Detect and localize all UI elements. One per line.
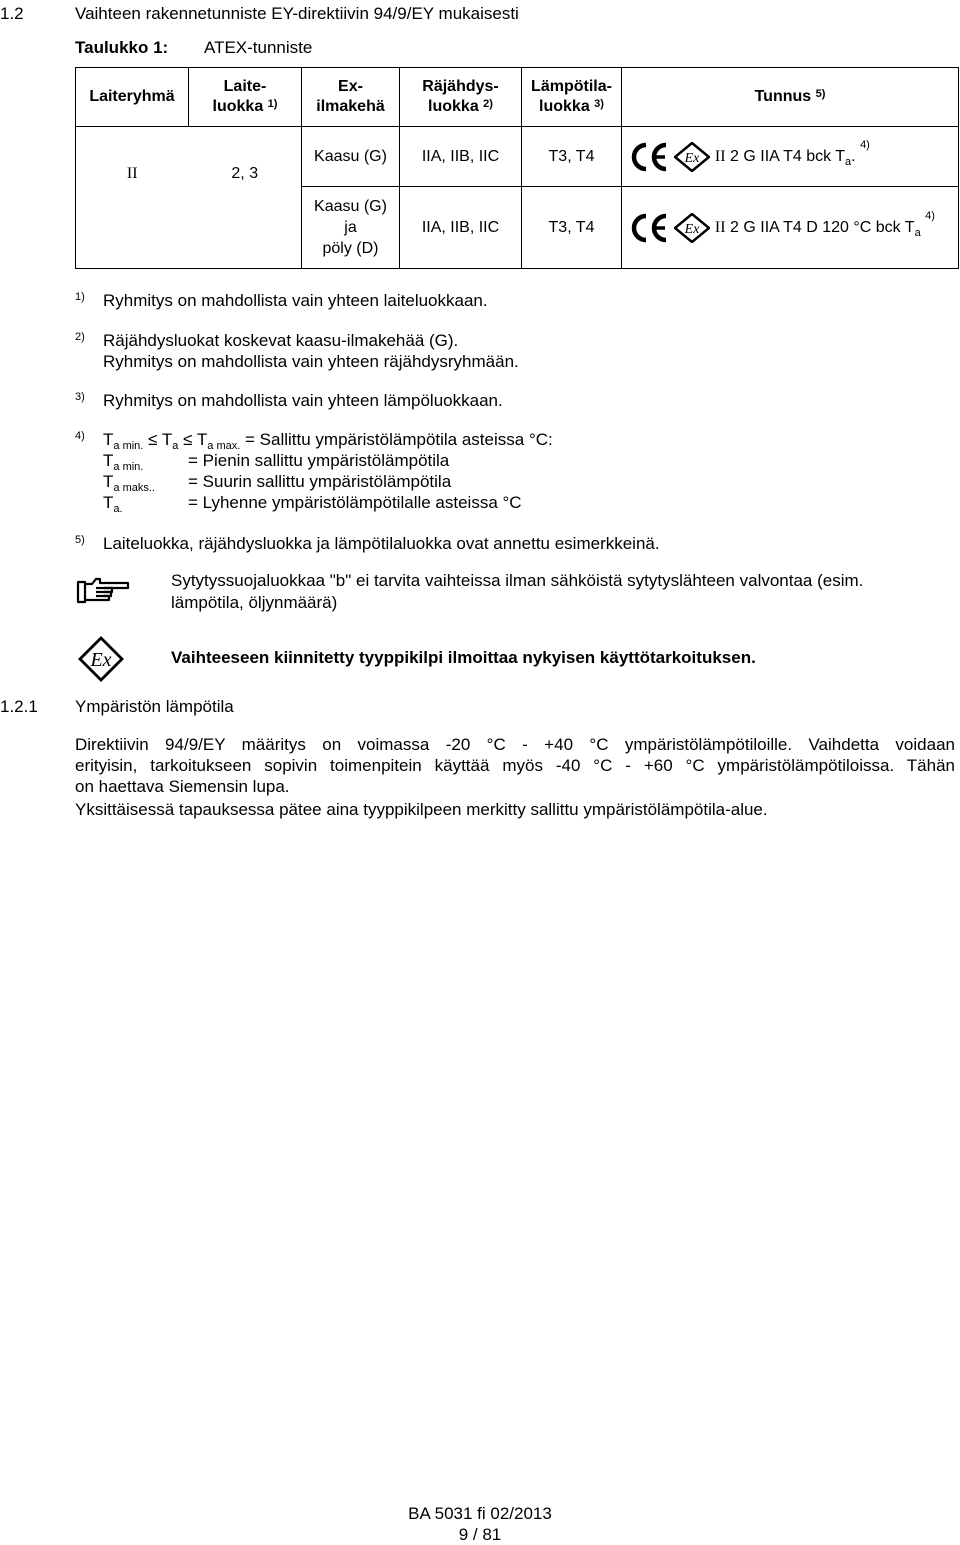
footer-doc-id: BA 5031 fi 02/2013 xyxy=(408,1504,552,1523)
ta-min-definition: = Pienin sallittu ympäristölämpötila xyxy=(188,451,450,470)
ce-mark-icon xyxy=(630,213,670,243)
section-number: 1.2 xyxy=(0,4,24,23)
ex-warning-icon xyxy=(78,636,124,682)
note-line1: Sytytyssuojaluokkaa "b" ei tarvita vaihteissa ilman sähköistä sytytyslähteen valvontaa (esim. xyxy=(171,571,864,590)
body-line2: erityisin, tarkoitukseen sopivin toimenpitein käyttää myös -40 °C - +60 °C ympäristölämpötiloissa. Tähän xyxy=(75,756,955,775)
body-line4: Yksittäisessä tapauksessa pätee aina tyyppikilpeen merkitty sallittu ympäristölämpötila-alue. xyxy=(75,800,768,819)
header-laiteryhma: Laiteryhmä xyxy=(76,68,189,127)
ta-max-definition: = Suurin sallittu ympäristölämpötila xyxy=(188,472,452,491)
ta-definition: = Lyhenne ympäristölämpötilalle asteissa °C xyxy=(188,493,522,512)
ta-max-symbol: $T_{a maks..}$ xyxy=(103,472,155,494)
body-line3: on haettava Siemensin lupa. xyxy=(75,777,290,796)
marking-cell: Ex II 2 G IIA T4 bck $T_a$. $^{4)}$ xyxy=(622,127,959,187)
footnote-2: $^{2)}$ Räjähdysluokat koskevat kaasu-ilmakehää (G). xyxy=(75,331,459,350)
atex-table xyxy=(75,67,959,269)
pointing-hand-icon xyxy=(76,574,132,606)
explosion-class-cell: IIA, IIB, IIC xyxy=(400,187,522,269)
header-ex-ilmakeha: Ex- ilmakehä xyxy=(302,68,400,127)
ex-mark-icon xyxy=(674,213,710,243)
ce-mark-icon xyxy=(630,142,670,172)
header-laiteluokka: Laite- luokka $^{1)}$ xyxy=(189,68,302,127)
marking-cell: Ex II 2 G IIA T4 D 120 °C bck $T_a$ $^{4)}$ xyxy=(622,187,959,269)
note-line2: lämpötila, öljynmäärä) xyxy=(171,593,338,612)
ta-min-symbol: $T_{a min.}$ xyxy=(103,451,144,473)
page-number: 9 / 81 xyxy=(458,1525,502,1544)
subsection-number: 1.2.1 xyxy=(0,697,38,716)
table-caption-title: ATEX-tunniste xyxy=(204,38,313,57)
header-rajahdysluokka: Räjähdys- luokka $^{2)}$ xyxy=(400,68,522,127)
footnote-4: $^{4)}$ $T_{a min.} \le T_a \le T_{a max.}$ = Sallittu ympäristölämpötila asteissa °C: xyxy=(75,430,553,452)
table-header-row xyxy=(76,68,959,127)
svg-text:Ex: Ex xyxy=(90,649,112,671)
ta-symbol: $T_{a.}$ xyxy=(103,493,123,515)
body-line1: Direktiivin 94/9/EY määritys on voimassa -20 °C - +40 °C ympäristölämpötiloille. Vaihdetta voidaan xyxy=(75,735,955,754)
atmosphere-cell: Kaasu (G) xyxy=(302,127,400,187)
svg-text:Ex: Ex xyxy=(685,221,700,237)
svg-text:Ex: Ex xyxy=(685,150,700,166)
header-lampotilaluokka: Lämpötila- luokka $^{3)}$ xyxy=(522,68,622,127)
atmosphere-cell: Kaasu (G) ja pöly (D) xyxy=(302,187,400,269)
ex-mark-icon xyxy=(674,142,710,172)
temp-class-cell: T3, T4 xyxy=(522,187,622,269)
explosion-class-cell: IIA, IIB, IIC xyxy=(400,127,522,187)
footnote-2-line2: Ryhmitys on mahdollista vain yhteen räjähdysryhmään. xyxy=(103,352,519,371)
section-title: Vaihteen rakennetunniste EY-direktiivin 94/9/EY mukaisesti xyxy=(75,4,519,23)
device-class-cell: 2, 3 xyxy=(189,127,302,269)
table-caption-label: Taulukko 1: xyxy=(75,38,169,57)
footnote-5: $^{5)}$ Laiteluokka, räjähdysluokka ja lämpötilaluokka ovat annettu esimerkkeinä. xyxy=(75,534,660,553)
ex-warning-text: Vaihteeseen kiinnitetty tyyppikilpi ilmoittaa nykyisen käyttötarkoituksen. xyxy=(171,648,756,667)
footnote-1: $^{1)}$ Ryhmitys on mahdollista vain yhteen laiteluokkaan. xyxy=(75,291,488,310)
subsection-title: Ympäristön lämpötila xyxy=(75,697,234,716)
group-cell: II xyxy=(76,127,189,269)
table-row xyxy=(76,127,959,187)
header-tunnus: Tunnus $^{5)}$ xyxy=(622,68,959,127)
temp-class-cell: T3, T4 xyxy=(522,127,622,187)
footnote-3: $^{3)}$ Ryhmitys on mahdollista vain yhteen lämpöluokkaan. xyxy=(75,391,503,410)
